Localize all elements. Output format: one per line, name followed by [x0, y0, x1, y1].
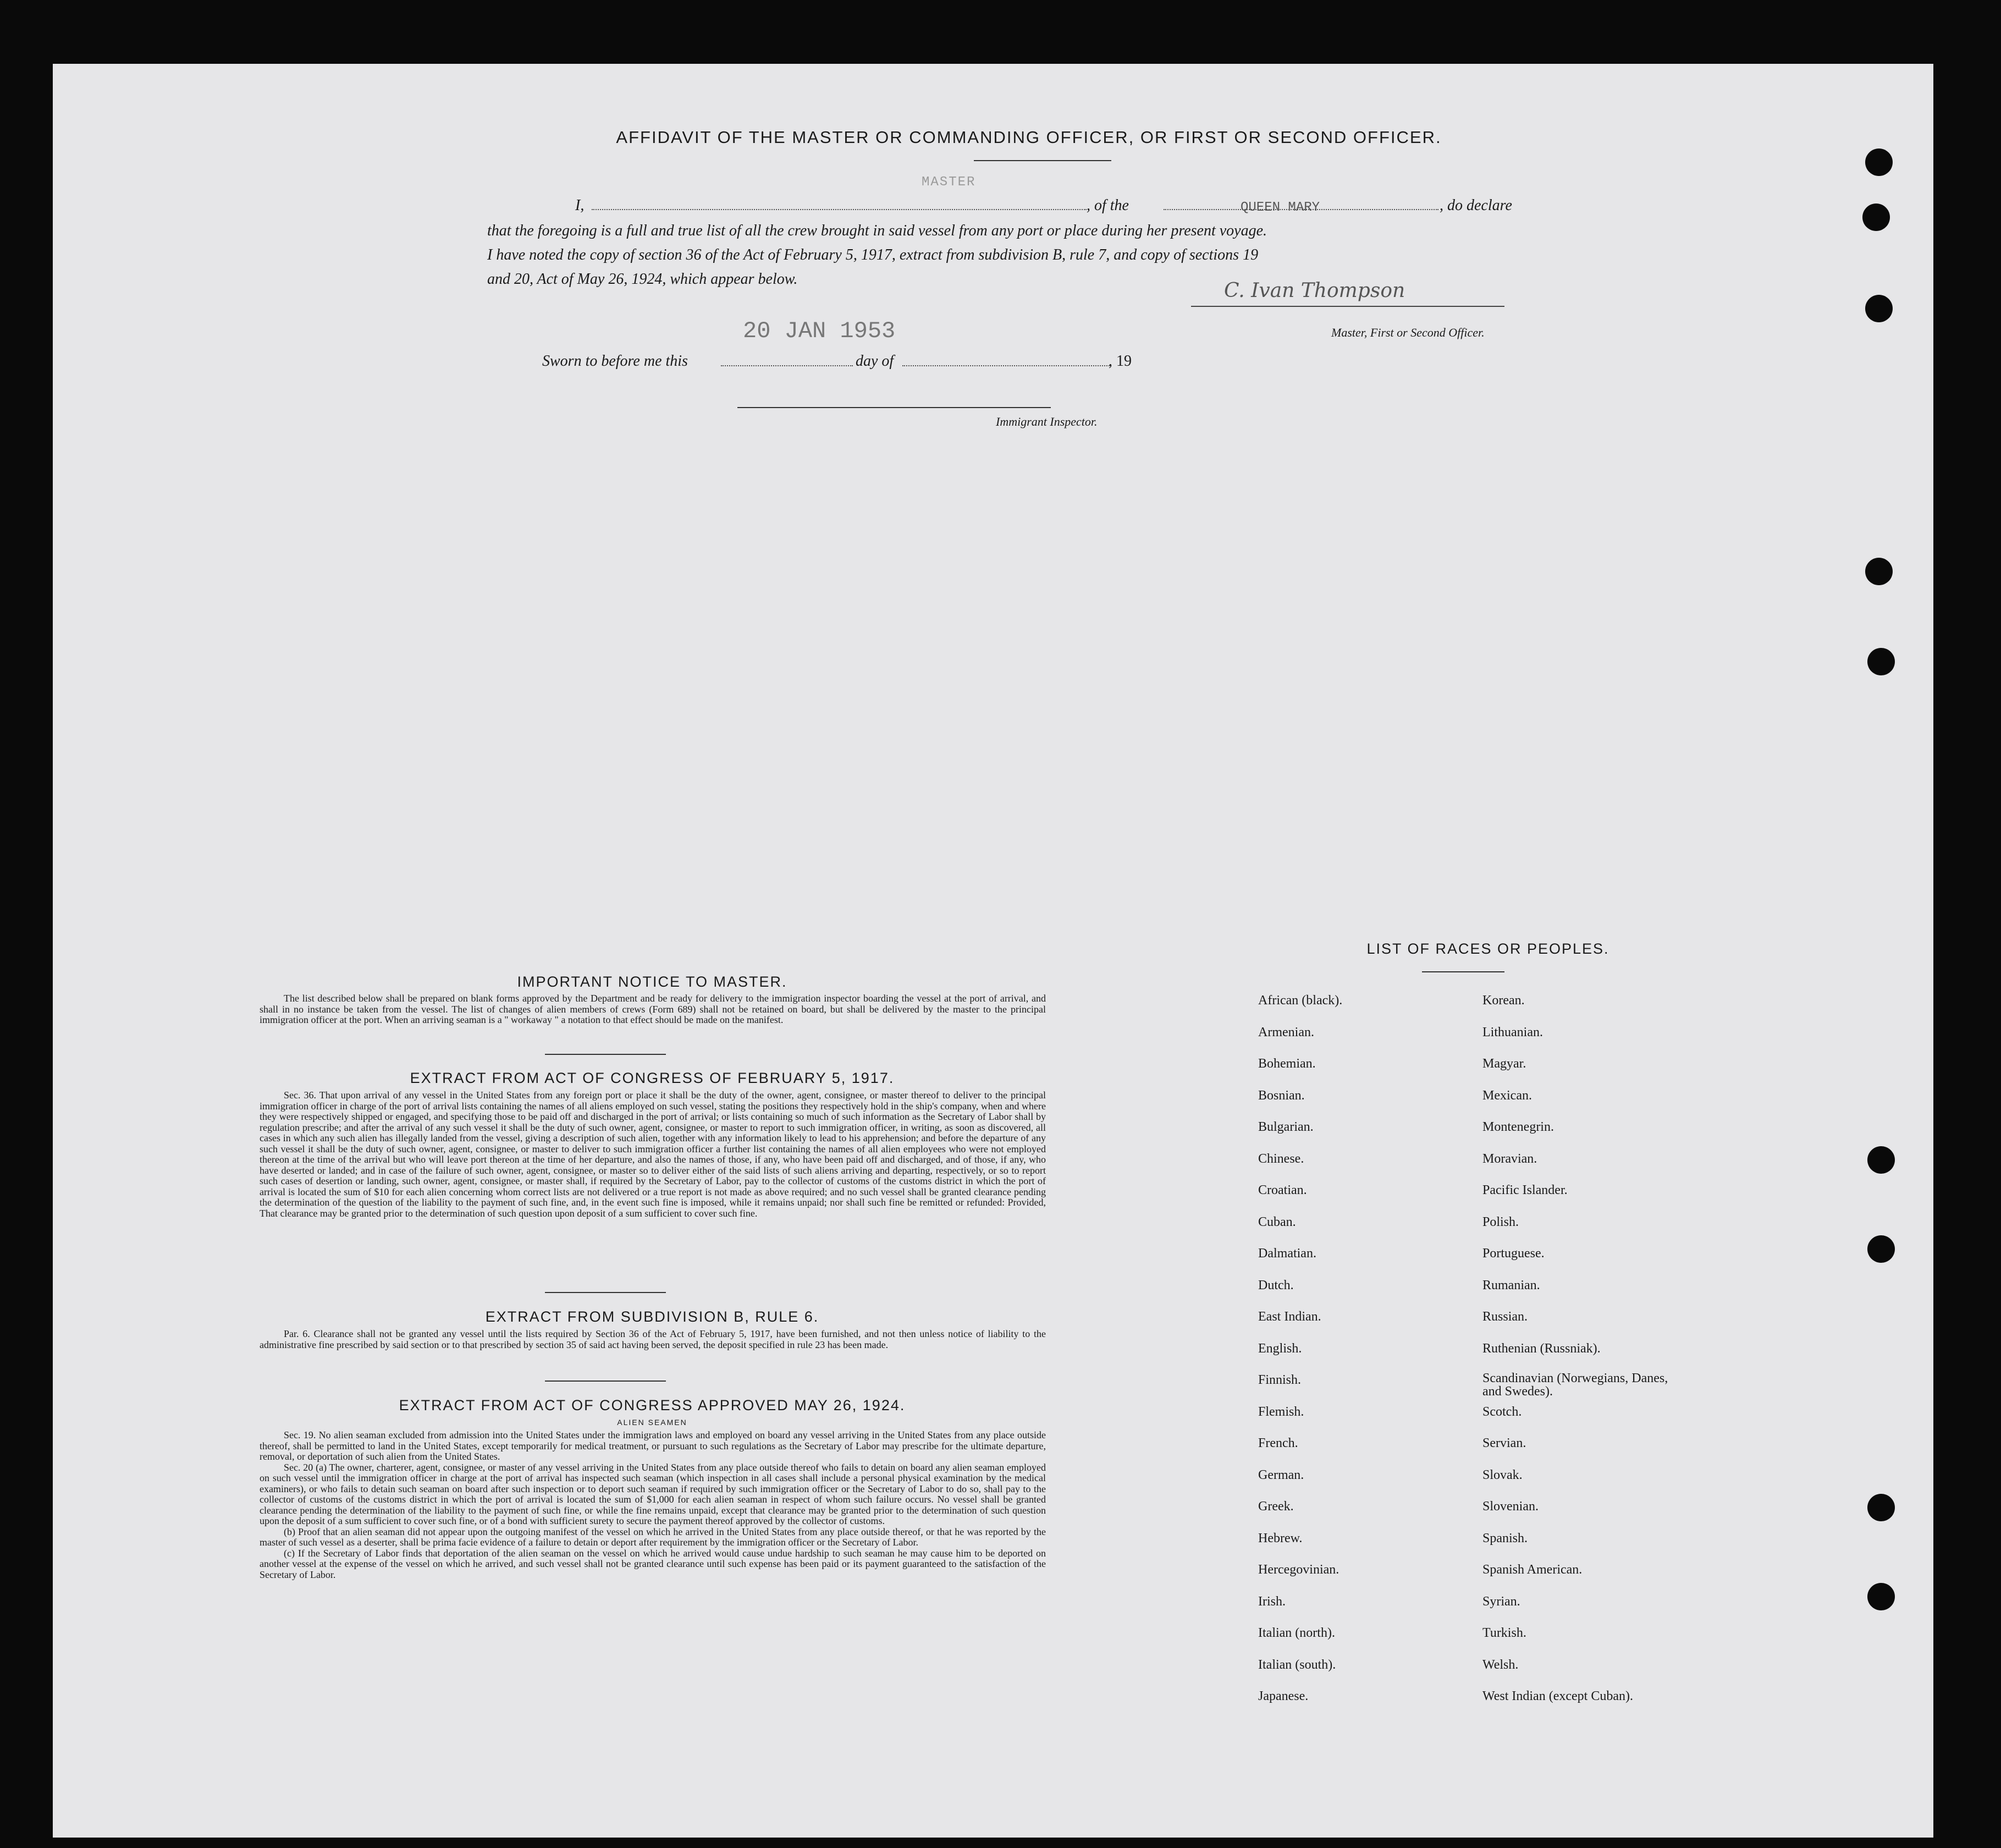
race-item: German. — [1258, 1467, 1304, 1482]
affidavit-title: AFFIDAVIT OF THE MASTER OR COMMANDING OFFICER, OR FIRST OR SECOND OFFICER. — [616, 128, 1442, 147]
race-item: Ruthenian (Russniak). — [1482, 1341, 1601, 1356]
race-item: Chinese. — [1258, 1151, 1304, 1166]
subdivision-b-body — [260, 1329, 1046, 1350]
race-item: Cuban. — [1258, 1214, 1296, 1229]
section-19-text: Sec. 19. No alien seaman excluded from admission into the United States under the immigration laws and employed on board any vessel arriving in the United States from any place outside thereof, shall be permitted to land in the United States, except temporarily for medical treatment, or pursuant to such regulations as the Secretary of Labor may prescribe for the ultimate departure, removal, or deportation of such alien from the United States. — [260, 1429, 1046, 1462]
subdivision-b-divider — [545, 1380, 666, 1382]
notice-title: IMPORTANT NOTICE TO MASTER. — [517, 974, 787, 990]
race-item: Montenegrin. — [1482, 1120, 1554, 1134]
i-label: I, — [575, 197, 585, 214]
race-item: Bulgarian. — [1258, 1120, 1314, 1134]
race-item: Bosnian. — [1258, 1088, 1305, 1103]
vessel-name: QUEEN MARY — [1241, 200, 1320, 215]
race-item: Turkish. — [1482, 1626, 1526, 1640]
race-item: West Indian (except Cuban). — [1482, 1689, 1633, 1703]
declaration-line-2: I have noted the copy of section 36 of the Act of February 5, 1917, extract from subdivision B, rule 7, and copy of sections 19 — [487, 246, 1259, 263]
inspector-caption: Immigrant Inspector. — [996, 415, 1098, 428]
alien-seamen-subtitle: ALIEN SEAMEN — [617, 1418, 687, 1427]
race-item: Spanish American. — [1482, 1563, 1583, 1577]
race-item: Japanese. — [1258, 1689, 1309, 1703]
sworn-month-line — [902, 365, 1111, 366]
punch-hole — [1862, 204, 1890, 231]
subdivision-b-title: EXTRACT FROM SUBDIVISION B, RULE 6. — [485, 1308, 819, 1325]
race-item: Mexican. — [1482, 1088, 1532, 1103]
date-stamp: 20 JAN 1953 — [743, 318, 896, 344]
year-label: , 19 — [1109, 353, 1132, 370]
punch-hole — [1865, 558, 1893, 585]
signature-caption: Master, First or Second Officer. — [1331, 326, 1485, 339]
race-item: Korean. — [1482, 993, 1525, 1008]
race-item: Servian. — [1482, 1436, 1526, 1450]
race-item: Italian (north). — [1258, 1626, 1335, 1640]
punch-hole — [1867, 648, 1895, 675]
punch-hole — [1865, 295, 1893, 322]
race-item: Dalmatian. — [1258, 1246, 1316, 1261]
race-item: East Indian. — [1258, 1310, 1321, 1324]
extract-1917-title: EXTRACT FROM ACT OF CONGRESS OF FEBRUARY 5, 1917. — [410, 1070, 895, 1086]
notice-paragraph: The list described below shall be prepared on blank forms approved by the Department and be ready for delivery to the immigration inspector boarding the vessel at the port of arrival, and shall in no instance be taken from the vessel. The list of changes of alien members of crews (Form 689) shall not be retained on board, but shall be delivered by the master to the principal immigration officer at the port. When an arriving seaman is a " workaway " a notation to that effect should be made on the manifest. — [260, 993, 1046, 1025]
signature-line — [1191, 306, 1504, 307]
race-item: Welsh. — [1482, 1657, 1519, 1672]
race-item: Irish. — [1258, 1594, 1286, 1609]
race-item: Moravian. — [1482, 1151, 1537, 1166]
race-item: Lithuanian. — [1482, 1025, 1543, 1040]
race-item: Scandinavian (Norwegians, Danes, and Swedes). — [1482, 1371, 1668, 1399]
race-item: English. — [1258, 1341, 1302, 1356]
punch-hole — [1867, 1494, 1895, 1521]
do-declare-label: , do declare — [1440, 197, 1512, 214]
race-item: Greek. — [1258, 1499, 1294, 1514]
race-item: Italian (south). — [1258, 1657, 1336, 1672]
race-item: Croatian. — [1258, 1183, 1307, 1197]
notice-text — [260, 993, 1046, 1026]
race-item: Spanish. — [1482, 1531, 1528, 1546]
race-item: Polish. — [1482, 1214, 1519, 1229]
inspector-line — [737, 407, 1051, 408]
declaration-line-3: and 20, Act of May 26, 1924, which appear below. — [487, 271, 798, 288]
race-item: Scotch. — [1482, 1404, 1522, 1419]
race-item: Syrian. — [1482, 1594, 1520, 1609]
name-line — [592, 209, 1087, 210]
race-item: Bohemian. — [1258, 1057, 1316, 1071]
of-the-label: , of the — [1087, 197, 1129, 214]
punch-hole — [1865, 148, 1893, 176]
race-item: Flemish. — [1258, 1404, 1304, 1419]
race-item: Hebrew. — [1258, 1531, 1303, 1546]
sworn-day-line — [721, 365, 853, 366]
declaration-line-1: that the foregoing is a full and true list of all the crew brought in said vessel from any port or place during her present voyage. — [487, 222, 1267, 239]
race-item: Slovak. — [1482, 1467, 1523, 1482]
section-20a-text: Sec. 20 (a) The owner, charterer, agent, consignee, or master of any vessel arriving in the United States from any place outside thereof who fails to detain on board any alien seaman employed on such vessel until the immigration officer in charge at the port of arrival has inspected such seaman (which inspection in all cases shall include a personal physical examination by the medical examiners), or who fails to detain such seaman on board after such inspection or to deport such seaman if required by such immigration officer or the Secretary of Labor to do so, shall pay to the collector of customs of the customs district in which the port of arrival is located the sum of $1,000 for each alien seaman in respect of whom such failure occurs. No vessel shall be granted clearance pending the determination of the liability to the payment of such fine, or while the fine remains unpaid, except that clearance may be granted prior to the determination of such question upon the deposit of a sum sufficient to cover such fine, or of a bond with sufficient surety to secure the payment thereof approved by the collector of customs. — [260, 1461, 1046, 1526]
race-item: Finnish. — [1258, 1373, 1302, 1387]
role-stamp: MASTER — [922, 175, 976, 190]
title-divider — [974, 160, 1111, 161]
punch-hole — [1867, 1583, 1895, 1610]
race-item: Slovenian. — [1482, 1499, 1539, 1514]
races-divider — [1422, 971, 1504, 972]
races-title: LIST OF RACES OR PEOPLES. — [1366, 941, 1609, 957]
extract-1917-divider — [545, 1292, 666, 1293]
sworn-label: Sworn to before me this — [542, 353, 688, 370]
officer-signature: C. Ivan Thompson — [1224, 279, 1405, 302]
section-36-text: Sec. 36. That upon arrival of any vessel in the United States from any foreign port or place it shall be the duty of the owner, agent, consignee, or master thereof to deliver to the principal immigration officer in charge of the port of arrival lists containing the names of all aliens employed on such vessel, stating the positions they respectively hold in the ship's company, when and where they were respectively shipped or engaged, and specifying those to be paid off and discharged in the port of arrival; or lists containing so much of such information as the Secretary of Labor shall by regulation prescribe; and after the arrival of any such vessel it shall be the duty of such owner, agent, consignee, or master to report to such immigration officer, in writing, as soon as discovered, all cases in which any such alien has illegally landed from the vessel, giving a description of such alien, together with any information likely to lead to his apprehension; and before the departure of any such vessel it shall be the duty of such owner, agent, consignee, or master to deliver to such immigration officer a further list containing the names of all alien employees who were not employed thereon at the time of the arrival but who will leave port thereon at the time of her departure, and also the names of those, if any, who have been paid off and discharged, and of those, if any, who have deserted or landed; and in case of the failure of such owner, agent, consignee, or master so to deliver either of the said lists of such aliens arriving and departing, respectively, or so to report such cases of desertion or landing, such owner, agent, consignee, or master shall, if required by the Secretary of Labor, pay to the collector of customs of the customs district in which the port of arrival is located the sum of $10 for each alien concerning whom correct lists are not delivered or a true report is not made as above required; and no such vessel shall be granted clearance pending the determination of the question of the liability to the payment of such fine, and, in the event such fine is imposed, while it remains unpaid; nor shall such fine be remitted or refunded: Provided, That clearance may be granted prior to the determination of such question upon deposit of a sum sufficient to cover such fine. — [260, 1090, 1046, 1219]
section-20c-text: (c) If the Secretary of Labor finds that deportation of the alien seaman on the vessel on which he arrived would cause undue hardship to such seaman he may cause him to be deported on another vessel at the expense of the vessel on which he arrived, and such vessel shall not be granted clearance until such expense has been paid or its payment guaranteed to the satisfaction of the Secretary of Labor. — [260, 1547, 1046, 1580]
extract-1924-body — [260, 1430, 1046, 1580]
race-item: Portuguese. — [1482, 1246, 1545, 1261]
rule-6-text: Par. 6. Clearance shall not be granted any vessel until the lists required by Section 36 of the Act of February 5, 1917, have been furnished, and not then unless notice of liability to the administrative fine prescribed by said section or to that prescribed by section 35 of said act having been served, the deposit specified in rule 23 has been made. — [260, 1328, 1046, 1350]
race-item: Armenian. — [1258, 1025, 1314, 1040]
race-item: Magyar. — [1482, 1057, 1526, 1071]
race-item: French. — [1258, 1436, 1298, 1450]
race-item: Dutch. — [1258, 1278, 1294, 1292]
section-20b-text: (b) Proof that an alien seaman did not appear upon the outgoing manifest of the vessel on which he arrived in the United States from any place outside thereof, or that he was reported by the master of such vessel as a deserter, shall be prima facie evidence of a failure to detain or deport after requirement by the immigration officer or the Secretary of Labor. — [260, 1526, 1046, 1548]
race-item: Hercegovinian. — [1258, 1563, 1339, 1577]
notice-divider — [545, 1054, 666, 1055]
race-item: Rumanian. — [1482, 1278, 1540, 1292]
day-of-label: day of — [856, 353, 894, 370]
extract-1924-title: EXTRACT FROM ACT OF CONGRESS APPROVED MAY 26, 1924. — [399, 1397, 906, 1414]
form-page — [53, 64, 1933, 1838]
race-item: Pacific Islander. — [1482, 1183, 1568, 1197]
race-item: African (black). — [1258, 993, 1343, 1008]
extract-1917-body — [260, 1090, 1046, 1219]
punch-hole — [1867, 1146, 1895, 1174]
punch-hole — [1867, 1235, 1895, 1263]
race-item: Russian. — [1482, 1310, 1528, 1324]
